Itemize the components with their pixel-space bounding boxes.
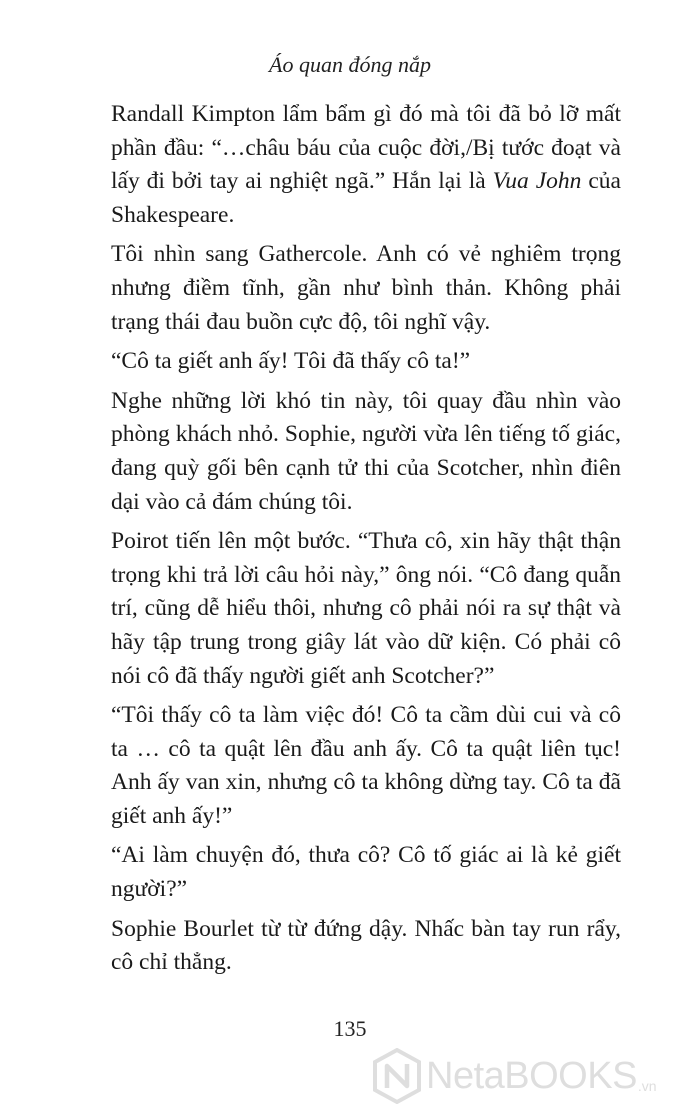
watermark	[372, 1048, 657, 1104]
paragraph	[111, 98, 621, 232]
paragraph: “Cô ta giết anh ấy! Tôi đã thấy cô ta!”	[111, 348, 471, 375]
body-text	[111, 98, 621, 986]
netabooks-logo-icon	[372, 1048, 422, 1104]
italic-title: Vua John	[492, 168, 582, 195]
paragraph-text: của Shakespeare.	[111, 168, 621, 228]
paragraph: “Tôi thấy cô ta làm việc đó! Cô ta cầm dùi cui và cô ta … cô ta quật lên đầu anh ấy. Cô ta quật liên tục! Anh ấy van xin, nhưng cô ta không dừng tay. Cô ta đã giết anh ấy!”	[111, 702, 621, 829]
paragraph-text: Randall Kimpton lẩm bẩm gì đó mà tôi đã bỏ lỡ mất phần đầu: “…châu báu của cuộc đời,/Bị tước đoạt và lấy đi bởi tay ai nghiệt ngã.” Hắn lại là	[111, 101, 621, 195]
paragraph: Poirot tiến lên một bước. “Thưa cô, xin hãy thật thận trọng khi trả lời câu hỏi này,” ông nói. “Cô đang quẫn trí, cũng dễ hiểu thôi, nhưng cô phải nói ra sự thật và hãy tập trung trong giây lát vào dữ kiện. Có phải cô nói cô đã thấy người giết anh Scotcher?”	[111, 528, 621, 689]
page-number: 135	[333, 1016, 367, 1041]
paragraph: “Ai làm chuyện đó, thưa cô? Cô tố giác ai là kẻ giết người?”	[111, 842, 621, 903]
paragraph: Sophie Bourlet từ từ đứng dậy. Nhấc bàn tay run rẩy, cô chỉ thẳng.	[111, 915, 621, 976]
watermark-suffix: .vn	[637, 1078, 657, 1094]
running-title: Áo quan đóng nắp	[269, 52, 431, 77]
watermark-brand: NetaBOOKS	[426, 1054, 637, 1097]
paragraph: Tôi nhìn sang Gathercole. Anh có vẻ nghiêm trọng nhưng điềm tĩnh, gần như bình thản. Không phải trạng thái đau buồn cực độ, tôi nghĩ vậy.	[111, 241, 621, 335]
paragraph: Nghe những lời khó tin này, tôi quay đầu nhìn vào phòng khách nhỏ. Sophie, người vừa lên tiếng tố giác, đang quỳ gối bên cạnh tử thi của Scotcher, nhìn điên dại vào cả đám chúng tôi.	[111, 387, 621, 515]
